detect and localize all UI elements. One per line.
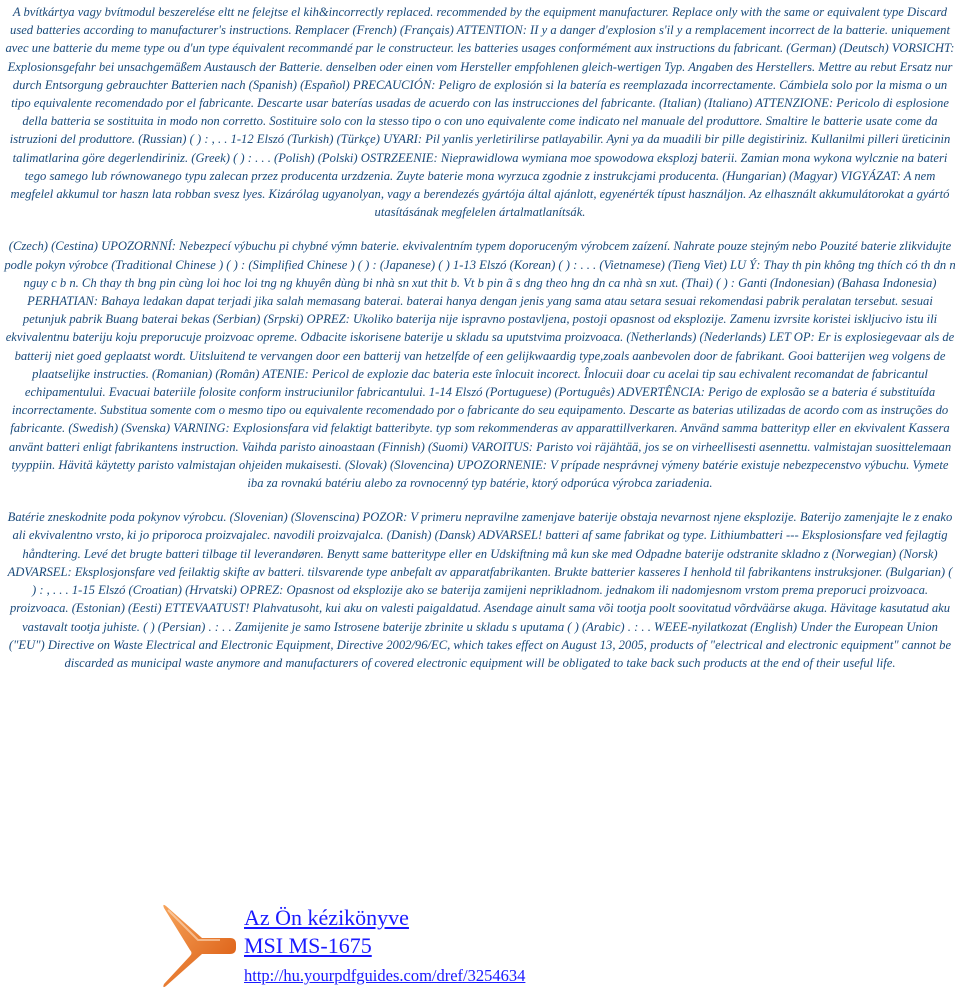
- arrow-right-icon: [160, 898, 240, 993]
- paragraph-battery-warnings-2: (Czech) (Cestina) UPOZORNNÍ: Nebezpecí výbuchu pi chybné výmn baterie. ekvivalentním typem doporuceným výrobcem zaízení. Nahrate pouze stejným nebo Pouzité baterie zlikvidujte podle pokyn výrobce (Traditional Chinese ) ( ) : (Simplified Chinese ) ( ) : (Japanese) ( ) 1-13 Elszó (Korean) ( ) : . . . (Vietnamese) (Tieng Viet) LU Ý: Thay th pin không tng thích có th dn n nguy c b n. Ch thay th bng pin cùng loi hoc loi tng ng khuyên dùng bi nhà sn xut thit b. Vt b pin ã s dng theo hng dn ca nhà sn xut. (Thai) ( ) : Ganti (Indonesian) (Bahasa Indonesia) PERHATIAN: Bahaya ledakan dapat terjadi jika salah memasang baterai. baterai hanya dengan jenis yang sama atau setara sesuai rekomendasi pabrik peralatan tersebut. sesuai petunjuk pabrik Buang baterai bekas (Serbian) (Srpski) OPREZ: Ukoliko baterija nije ispravno postavljena, postoji opasnost od eksplozije. Zamenu izvrsite koristei iskljucivo istu ili ekvivalentnu bateriju koju preporucuje proizvoac opreme. Odbacite iskorisene baterije u skladu sa uputstvima proizvoaca. (Netherlands) (Nederlands) LET OP: Er is explosiegevaar als de batterij niet goed geplaatst wordt. Uitsluitend te vervangen door een batterij van hetzelfde of een gelijkwaardig type,zoals aanbevolen door de fabrikant. Gooi batterijen weg volgens de plaatselijke instructies. (Romanian) (Român) ATENIE: Pericol de explozie dac bateria este înlocuit incorect. Înlocuii doar cu acelai tip sau echivalent recomandat de fabricantul echipamentului. Evacuai bateriile folosite conform instruciunilor fabricantului. 1-14 Elszó (Portuguese) (Português) ADVERTÊNCIA: Perigo de explosão se a bateria é substituída incorrectamente. Substitua somente com o mesmo tipo ou equivalente recomendado por o fabricante do seu equipamento. Descarte as baterias utilizadas de acordo com as instruções do fabricante. (Swedish) (Svenska) VARNING: Explosionsfara vid felaktigt batteribyte. typ som rekommenderas av apparattillverkaren. Använd samma batterityp eller en ekvivalent Kassera använt batteri enligt fabrikantens instruction. Vaihda paristo ainoastaan (Finnish) (Suomi) VAROITUS: Paristo voi räjähtää, jos se on virheellisesti asennettu. valmistajan suosittelemaan tyyppiin. Hävitä käytetty paristo valmistajan ohjeiden mukaisesti. (Slovak) (Slovencina) UPOZORNENIE: V prípade nesprávnej výmeny batérie existuje nebezpecenstvo výbuchu. Vymete iba za rovnakú batériu alebo za rovnocenný typ batérie, ktorý odporúca výrobca zariadenia.: [4, 239, 956, 491]
- manual-model-link[interactable]: MSI MS-1675: [244, 933, 372, 958]
- paragraph-battery-warnings-1: A bvítkártya vagy bvítmodul beszerelése eltt ne felejtse el kih&incorrectly replaced. recommended by the equipment manufacturer. Replace only with the same or equivalent type Discard used batteries according to manufacturer's instructions. Remplacer (French) (Français) ATTENTION: II y a danger d'explosion s'il y a remplacement incorrect de la batterie. uniquement avec une batterie du meme type ou d'un type équivalent recommandé par le constructeur. les batteries usages conformément aux instructions du fabricant. (German) (Deutsch) VORSICHT: Explosionsgefahr bei unsachgemäßem Austausch der Batterie. denselben oder einen vom Hersteller empfohlenen gleich-wertigen Typ. Angaben des Herstellers. Mettre au rebut Ersatz nur durch Entsorgung gebrauchter Batterien nach (Spanish) (Español) PRECAUCIÓN: Peligro de explosión si la batería es reemplazada incorrectamente. Cámbiela solo por la misma o un tipo equivalente recomendado por el fabricante. Descarte usar baterías usadas de acuerdo con las instrucciones del fabricante. (Italian) (Italiano) ATTENZIONE: Pericolo di esplosione della batteria se sostituita in modo non corretto. Sostituire solo con la stesso tipo o con uno equivalente come indicato nel manuale del produttore. Smaltire le batterie usate come da istruzioni del produttore. (Russian) ( ) : , . . 1-12 Elszó (Turkish) (Türkçe) UYARI: Pil yanlis yerletirilirse patlayabilir. Ayni ya da muadili bir pille degistiriniz. Kullanilmi pilleri üreticinin talimatlarina göre degerlendiriniz. (Greek) ( ) : . . . (Polish) (Polski) OSTRZEENIE: Nieprawidlowa wymiana moe spowodowa eksplozj baterii. Zamian mona wykona wylcznie na bateri tego samego lub równowanego typu zalecan przez producenta urzdzenia. Zuyte baterie mona wyrzuca zgodnie z instrukcjami producenta. (Hungarian) (Magyar) VIGYÁZAT: A nem megfelel akkumul tor haszn lata robban svesz lyes. Kizárólag ugyanolyan, vagy a berendezés gyártója által ajánlott, egyenérték típust használjon. Az elhasznált akkumulátorokat a gyártó utasításának megfelelen ártalmatlanítsák.: [5, 5, 955, 220]
- paragraph-battery-warnings-3: Batérie zneskodnite poda pokynov výrobcu. (Slovenian) (Slovenscina) POZOR: V primeru nepravilne zamenjave baterije obstaja nevarnost njene eksplozije. Baterijo zamenjajte le z enako ali ekvivalentno vrsto, ki jo priporoca proizvajalec. navodili proizvajalca. (Danish) (Dansk) ADVARSEL! batteri af same fabrikat og type. Lithiumbatteri --- Eksplosionsfare ved fejlagtig håndtering. Levé det brugte batteri tilbage til leverandøren. Benytt same batteritype eller en Udskiftning må kun ske med Odpadne baterije odstranite skladno z (Norwegian) (Norsk) ADVARSEL: Eksplosjonsfare ved feilaktig skifte av batteri. tilsvarende type anbefalt av apparatfabrikanten. Brukte batterier kasseres I henhold til fabrikantens instruksjoner. (Bulgarian) ( ) : , . . . 1-15 Elszó (Croatian) (Hrvatski) OPREZ: Opasnost od eksplozije ako se baterija zamijeni neprikladnom. jednakom ili nadomjesnom vrstom prema preporuci proizvoaca. proizvoaca. (Estonian) (Eesti) ETTEVAATUST! Plahvatusoht, kui aku on valesti paigaldatud. Asendage ainult sama või tootja poolt soovitatud võrdväärse akuga. Hävitage kasutatud aku vastavalt tootja juhiste. ( ) (Persian) . : . . Zamijenite je samo Istrosene baterije zbrinite u skladu s uputama ( ) (Arabic) . : . . WEEE-nyilatkozat (English) Under the European Union ("EU") Directive on Waste Electrical and Electronic Equipment, Directive 2002/96/EC, which takes effect on August 13, 2005, products of "electrical and electronic equipment" cannot be discarded as municipal waste anymore and manufacturers of covered electronic equipment will be obligated to take back such products at the end of their useful life.: [7, 510, 953, 670]
- manual-title-link[interactable]: Az Ön kézikönyve: [244, 905, 409, 930]
- footer-link-block: [160, 898, 760, 993]
- manual-url-link[interactable]: http://hu.yourpdfguides.com/dref/3254634: [244, 966, 526, 985]
